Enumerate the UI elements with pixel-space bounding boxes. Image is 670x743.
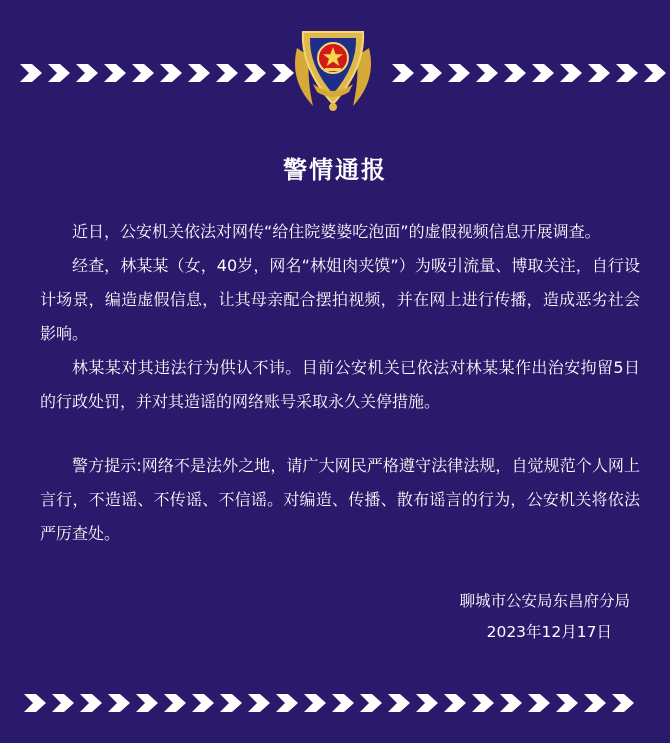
notice-title: 警情通报	[283, 156, 387, 184]
chevron-right-icon	[446, 62, 472, 84]
chevron-right-icon	[586, 62, 612, 84]
chevron-right-icon	[554, 692, 580, 714]
chevron-right-icon	[242, 62, 268, 84]
chevron-right-icon	[470, 692, 496, 714]
chevron-right-icon	[418, 62, 444, 84]
chevron-right-icon	[134, 692, 160, 714]
chevron-right-icon	[414, 692, 440, 714]
chevron-right-icon	[190, 692, 216, 714]
top-left-chevron-band	[18, 60, 296, 86]
chevron-right-icon	[582, 692, 608, 714]
chevron-right-icon	[642, 62, 668, 84]
top-right-chevron-band	[390, 60, 668, 86]
chevron-right-icon	[218, 692, 244, 714]
chevron-right-icon	[162, 692, 188, 714]
chevron-right-icon	[526, 692, 552, 714]
chevron-right-icon	[50, 692, 76, 714]
paragraph-penalty: 林某某对其违法行为供认不讳。目前公安机关已依法对林某某作出治安拘留5日的行政处罚，并对其造谣的网络账号采取永久关停措施。	[40, 358, 640, 411]
chevron-right-icon	[102, 62, 128, 84]
chevron-right-icon	[22, 692, 48, 714]
paragraph-intro: 近日，公安机关依法对网传“给住院婆婆吃泡面”的虚假视频信息开展调查。	[72, 222, 601, 241]
chevron-right-icon	[18, 62, 44, 84]
chevron-right-icon	[614, 62, 640, 84]
chevron-right-icon	[390, 62, 416, 84]
chevron-right-icon	[246, 692, 272, 714]
paragraph-investigation: 经查，林某某（女，40岁，网名“林姐肉夹馍”）为吸引流量、博取关注，自行设计场景，编造虚假信息，让其母亲配合摆拍视频，并在网上进行传播，造成恶劣社会影响。	[40, 256, 640, 343]
chevron-right-icon	[186, 62, 212, 84]
issuer-name: 聊城市公安局东昌府分局	[459, 592, 630, 610]
chevron-right-icon	[442, 692, 468, 714]
chevron-right-icon	[130, 62, 156, 84]
chevron-right-icon	[610, 692, 636, 714]
chevron-right-icon	[78, 692, 104, 714]
chevron-right-icon	[474, 62, 500, 84]
chevron-right-icon	[498, 692, 524, 714]
chevron-right-icon	[46, 62, 72, 84]
chevron-right-icon	[558, 62, 584, 84]
chevron-right-icon	[158, 62, 184, 84]
police-emblem-icon	[283, 18, 383, 118]
chevron-right-icon	[274, 692, 300, 714]
chevron-right-icon	[358, 692, 384, 714]
chevron-right-icon	[302, 692, 328, 714]
paragraph-warning: 警方提示:网络不是法外之地，请广大网民严格遵守法律法规，自觉规范个人网上言行，不造谣、不传谣、不信谣。对编造、传播、散布谣言的行为，公安机关将依法严厉查处。	[40, 456, 640, 543]
notice-body	[40, 215, 640, 551]
chevron-right-icon	[530, 62, 556, 84]
issue-date: 2023年12月17日	[486, 623, 612, 641]
chevron-right-icon	[106, 692, 132, 714]
chevron-right-icon	[502, 62, 528, 84]
chevron-right-icon	[74, 62, 100, 84]
bottom-chevron-band	[22, 690, 636, 716]
chevron-right-icon	[386, 692, 412, 714]
signature-block	[459, 586, 630, 648]
chevron-right-icon	[330, 692, 356, 714]
chevron-right-icon	[214, 62, 240, 84]
